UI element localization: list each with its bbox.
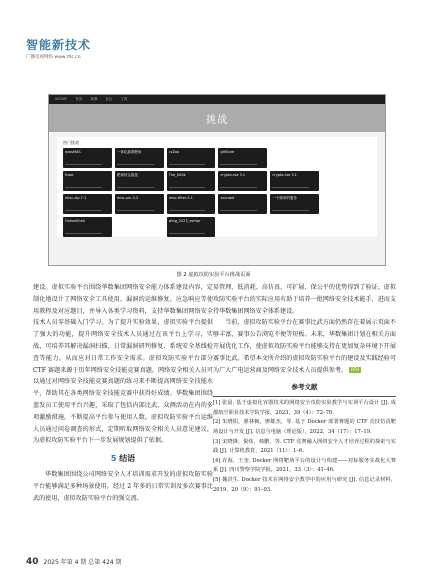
figure-card-bar: [117, 187, 154, 188]
section-number: 5: [110, 454, 117, 464]
figure-challenge-card: [63, 194, 112, 214]
figure-challenge-card: [167, 194, 216, 214]
issue-info: 2025 年第 4 期 总第 424 期: [43, 559, 122, 566]
body-paragraph-text: 当前，虚拟攻防实验平台在赛事比武方面仍然存在着展示页面不够丰富，赛事公告浏览不便等短板。未来，华数集团计划在相关方面开展优化工作，使虚拟攻防实验平台能够支持在更加复杂环境下开展赛事比武。希望本文所介绍的虚拟攻防实验平台的建设及实践经验可为广大广电运营商及网络安全技术人员提供参考。: [213, 319, 396, 374]
figure-card-bar: [169, 164, 206, 165]
figure-card-title: OnlineShell: [65, 219, 85, 223]
figure-card-title: gitStore: [220, 150, 235, 154]
figure-card-title: 一体化漏洞靶场: [116, 150, 142, 154]
figure-card-bar: [272, 187, 309, 188]
reference-item: [3] 宋晓锋，倪炜，韩鹏，等. CTF 竞赛融入网络安全人才培养过程的探索与实践 [J]. 计算机教育，2021（11）：1–6.: [213, 438, 396, 455]
figure-card-title: 一个简单的服务: [272, 196, 297, 200]
figure-nav-item: 工具: [120, 97, 128, 101]
figure-card-bar: [220, 164, 257, 165]
figure-card-title: crypto-rsa 3.1: [272, 173, 297, 177]
figure-challenge-card: [115, 171, 164, 191]
section-title: 结语: [119, 454, 136, 464]
page-number: 40: [26, 557, 39, 567]
figure-card-bar: [65, 164, 102, 165]
figure-challenge-card: [115, 148, 164, 168]
figure-card-grid: [63, 148, 371, 237]
figure-nav-item: 社区: [105, 97, 113, 101]
figure-card-title: ezosMAS: [65, 150, 81, 154]
figure-hero-title: 挑战: [206, 114, 228, 126]
references-list: [213, 399, 396, 495]
figure-card-bar: [117, 164, 154, 165]
figure-card-bar: [169, 210, 206, 211]
reference-item: [4] 许海，王奎. Docker 网络靶场平台的设计与构建——对标服务实战化大赛系 [J]. 四川警察学院学报，2021，33（3）：41–46.: [213, 457, 396, 474]
figure-caption: 图 2 虚拟攻防实验平台挑战页面: [176, 272, 251, 278]
right-column: [213, 282, 396, 495]
end-badge: BTH: [351, 367, 360, 373]
figure-challenge-card: [218, 171, 267, 191]
figure-card-bar: [220, 187, 257, 188]
figure-challenge-card: [167, 148, 216, 168]
figure-card-bar: [220, 210, 257, 211]
figure-card-empty: [218, 217, 267, 237]
figure-nav-bar: [49, 95, 385, 104]
figure-card-title: misc-pic-3.2: [116, 196, 139, 200]
figure-challenge-card: [218, 148, 267, 168]
figure-challenge-card: [270, 194, 319, 214]
figure-card-title: wing_2023_xshtpr: [168, 219, 201, 223]
figure-card-empty: [322, 171, 371, 191]
figure-nav-item: 赛事: [90, 97, 98, 101]
figure-card-empty: [270, 217, 319, 237]
references-heading: 参考文献: [291, 383, 318, 392]
page-footer: [26, 557, 122, 567]
body-paragraph: [213, 317, 396, 376]
figure-card-empty: [322, 148, 371, 168]
journal-header: [26, 36, 91, 60]
journal-title: 智能新技术: [26, 38, 92, 52]
figure-challenge-card: [63, 171, 112, 191]
figure-card-bar: [272, 210, 309, 211]
figure-challenge-card: [115, 194, 164, 214]
figure-card-bar: [65, 187, 102, 188]
figure-nav-item: 2024年: [55, 97, 68, 101]
body-paragraph: 易管理、低消耗、高仿真、可扩展、保公平的优势得到了验证。虚拟攻防实验平台的实际应用有助于培养一批网络安全技术能手，进而支持华数集团网络安全体系建设。: [213, 284, 396, 315]
figure-challenge-card: [218, 194, 267, 214]
figure-section-title: 热门挑战: [63, 140, 79, 145]
figure-card-bar: [65, 233, 102, 234]
section-heading: [33, 453, 213, 465]
figure-screenshot: [48, 94, 386, 266]
reference-item: [2] 朱晓阳，鼎林枫，廖雄杰，等. 基于 Docker 部署赛题的 CTF 竞技仿真靶场设计与开发 [J]. 信息与电脑（理论版），2022，34（17）：17–19.: [213, 419, 396, 435]
body-paragraph: 建设。虚拟实验平台围绕华数集团网络安全能力体系建设内容，定制化地设计了网络安全工具使用、漏洞的运维修复、应急响应等使用教程及对应题目，并导入各类学习资料，支持华数集团网络安全技术人员零基础入门学习。为了提升实验效果，虚拟实验平台提供了强大的功能，提升网络安全技术人员通过在该平台上学习，实战，可培养其解决漏洞扫描、日常漏洞研判修复、系统安全基线检查等能力。从而应对日常工作安全需求。虚拟攻防实验平台部分 CTF 赛题来源于历年网络安全技能竞赛真题，网络安全相关人员可以通过对网络安全技能竞赛真题的练习来不断提高网络安全技能水平，帮助其在各类网络安全技能竞赛中获得好成绩。华数集团围绕蓝发员工使用平台兴趣，采取了包括内部比武、众测活动在内的多项激励措施，不断提高平台参与使用人数。虚拟攻防实验平台运维人员通过问卷调查的形式，定期听取网络安全相关人员意见建议，为虚拟攻防实验平台下一步发展规划提供了依据。: [33, 284, 213, 445]
figure-card-title: 靶场综合挑战: [116, 173, 138, 177]
figure-card-empty: [322, 194, 371, 214]
figure-card-bar: [117, 210, 154, 211]
figure-card-bar: [169, 187, 206, 188]
reference-item: [5] 魏洪生. Docker 技术在网络安全教学中的应用与研究 [J]. 信息记录材料，2019，20（9）：91–93.: [213, 476, 396, 493]
figure-challenge-card: [63, 217, 112, 237]
figure-challenge-card: [167, 217, 216, 237]
figure-card-title: crypto-rsa 3.1: [220, 173, 246, 177]
figure-card-title: misc-filter-3.1: [168, 196, 193, 200]
figure-card-title: misc-zip-7.1: [65, 196, 87, 200]
references-divider: [213, 396, 396, 397]
figure-nav-item: 首页: [75, 97, 83, 101]
reference-item: [1] 张晨. 基于虚拟化容器技术的网络安全攻防实验教学与实训平台设计 [J]. 成都航空职业技术学院学报，2023，39（4）：72–76.: [213, 400, 396, 416]
journal-subtitle: 广播电视网络 www.rtlc.cn: [26, 55, 81, 60]
body-paragraph: 华数集团围绕公司网络安全人才培训需求开发的虚拟攻防实验平台能够满足多种场景使用。经过 2 年多的日常实训及多次赛事比武的使用，虚拟攻防实验平台的强交流、: [33, 470, 213, 502]
figure-card-empty: [270, 148, 319, 168]
figure-card-title: fuser: [65, 173, 74, 177]
figure-card-title: The_h00k: [168, 173, 186, 177]
figure-card-bar: [65, 210, 102, 211]
figure-card-empty: [322, 217, 371, 237]
figure-challenge-card: [63, 148, 112, 168]
figure-challenge-card: [167, 171, 216, 191]
figure-card-empty: [115, 217, 164, 237]
figure-card-bar: [169, 233, 206, 234]
figure-card-title: zzvroad: [220, 196, 235, 200]
figure-challenge-card: [270, 171, 319, 191]
figure-hero-banner: [49, 104, 385, 132]
left-column: [33, 282, 213, 504]
figure-content: [57, 137, 377, 237]
figure-card-title: ccZoo: [168, 150, 180, 154]
